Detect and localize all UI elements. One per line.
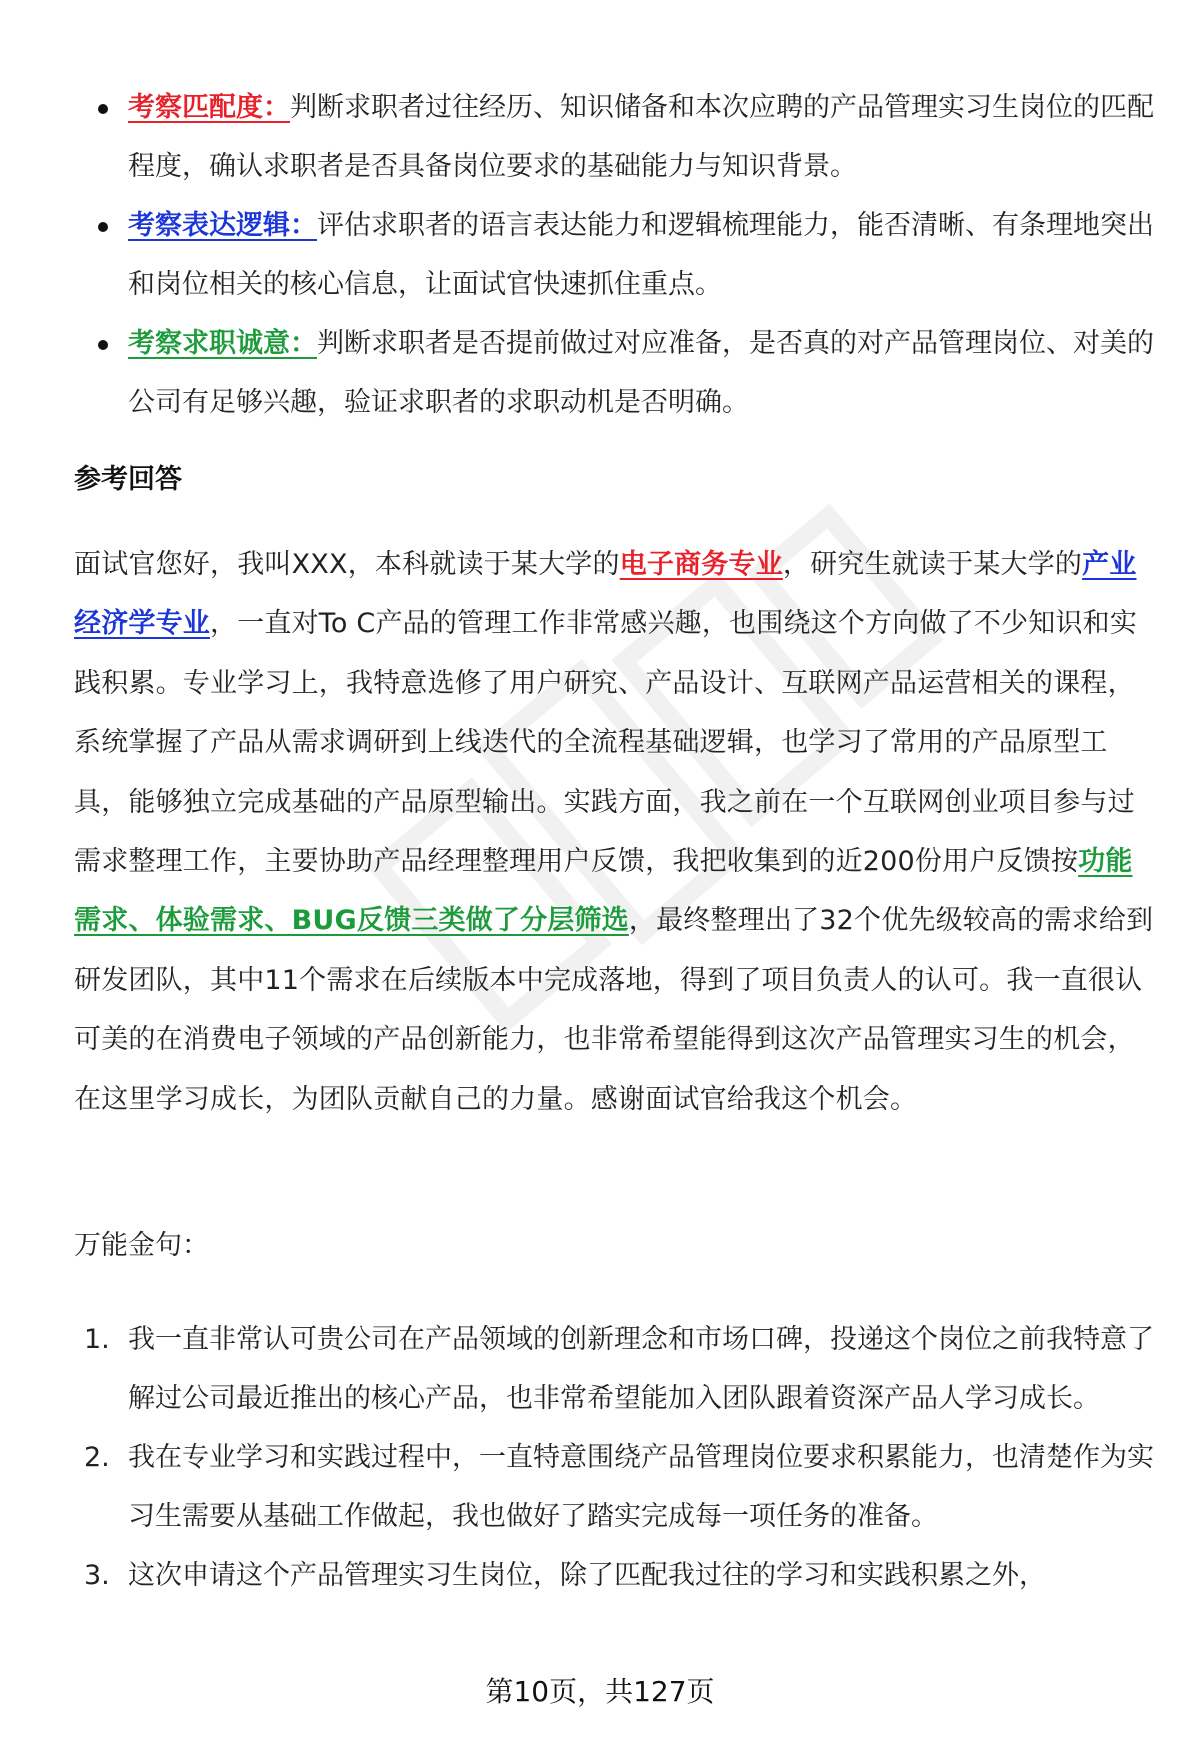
answer-text: ，研究生就读于某大学的 xyxy=(782,549,1083,580)
list-item xyxy=(74,196,1154,314)
bullet-dot-icon xyxy=(98,340,108,350)
keyword-match: 考察匹配度： xyxy=(128,92,290,123)
list-item xyxy=(74,1310,1154,1428)
answer-text: ，一直对To C产品的管理工作非常感兴趣，也围绕这个方向做了不少知识和实践积累。专业学习上，我特意选修了用户研究、产品设计、互联网产品运营相关的课程，系统掌握了产品从需求调研到上线迭代的全流程基础逻辑，也学习了常用的产品原型工具，能够独立完成基础的产品原型输出。实践方面，我之前在一个互联网创业项目参与过需求整理工作，主要协助产品经理整理用户反馈，我把收集到的近200份用户反馈按 xyxy=(74,608,1138,878)
section-title: 参考回答 xyxy=(74,464,182,495)
bullet-dot-icon xyxy=(98,222,108,232)
answer-text: 面试官您好，我叫XXX，本科就读于某大学的 xyxy=(74,549,620,580)
list-item xyxy=(74,314,1154,432)
list-item-text: 判断求职者过往经历、知识储备和本次应聘的产品管理实习生岗位的匹配程度，确认求职者是否具备岗位要求的基础能力与知识背景。 xyxy=(128,92,1154,182)
answer-text: ，最终整理出了32个优先级较高的需求给到研发团队，其中11个需求在后续版本中完成落地，得到了项目负责人的认可。我一直很认可美的在消费电子领域的产品创新能力，也非常希望能得到这次产品管理实习生的机会，在这里学习成长，为团队贡献自己的力量。感谢面试官给我这个机会。 xyxy=(74,905,1154,1115)
highlight-major-1: 电子商务专业 xyxy=(619,549,783,580)
list-item-text: 我一直非常认可贵公司在产品领域的创新理念和市场口碑，投递这个岗位之前我特意了解过公司最近推出的核心产品，也非常希望能加入团队跟着资深产品人学习成长。 xyxy=(128,1324,1154,1414)
bullet-dot-icon xyxy=(98,104,108,114)
list-item-text: 评估求职者的语言表达能力和逻辑梳理能力，能否清晰、有条理地突出和岗位相关的核心信息，让面试官快速抓住重点。 xyxy=(128,210,1154,300)
list-item xyxy=(74,1546,1154,1605)
list-item xyxy=(74,78,1154,196)
keyword-logic: 考察表达逻辑： xyxy=(128,210,317,241)
highlight-major-2: 产业经济学专业 xyxy=(74,549,1137,640)
list-number: 2. xyxy=(84,1442,110,1473)
list-item xyxy=(74,1428,1154,1546)
evaluation-points-list xyxy=(74,78,1154,432)
highlight-method: 功能需求、体验需求、BUG反馈三类做了分层筛选 xyxy=(74,846,1133,937)
page-footer: 第10页，共127页 xyxy=(485,1675,715,1708)
list-number: 1. xyxy=(84,1324,110,1355)
list-item-text: 判断求职者是否提前做过对应准备，是否真的对产品管理岗位、对美的公司有足够兴趣，验证求职者的求职动机是否明确。 xyxy=(128,328,1154,418)
list-item-text: 这次申请这个产品管理实习生岗位，除了匹配我过往的学习和实践积累之外， xyxy=(128,1560,1046,1591)
reference-answer-paragraph xyxy=(74,535,1154,1129)
keyword-sincerity: 考察求职诚意： xyxy=(128,328,317,359)
golden-phrases-title: 万能金句： xyxy=(74,1230,209,1261)
golden-phrases-list xyxy=(74,1310,1154,1605)
list-number: 3. xyxy=(84,1560,110,1591)
list-item-text: 我在专业学习和实践过程中，一直特意围绕产品管理岗位要求积累能力，也清楚作为实习生需要从基础工作做起，我也做好了踏实完成每一项任务的准备。 xyxy=(128,1442,1154,1532)
